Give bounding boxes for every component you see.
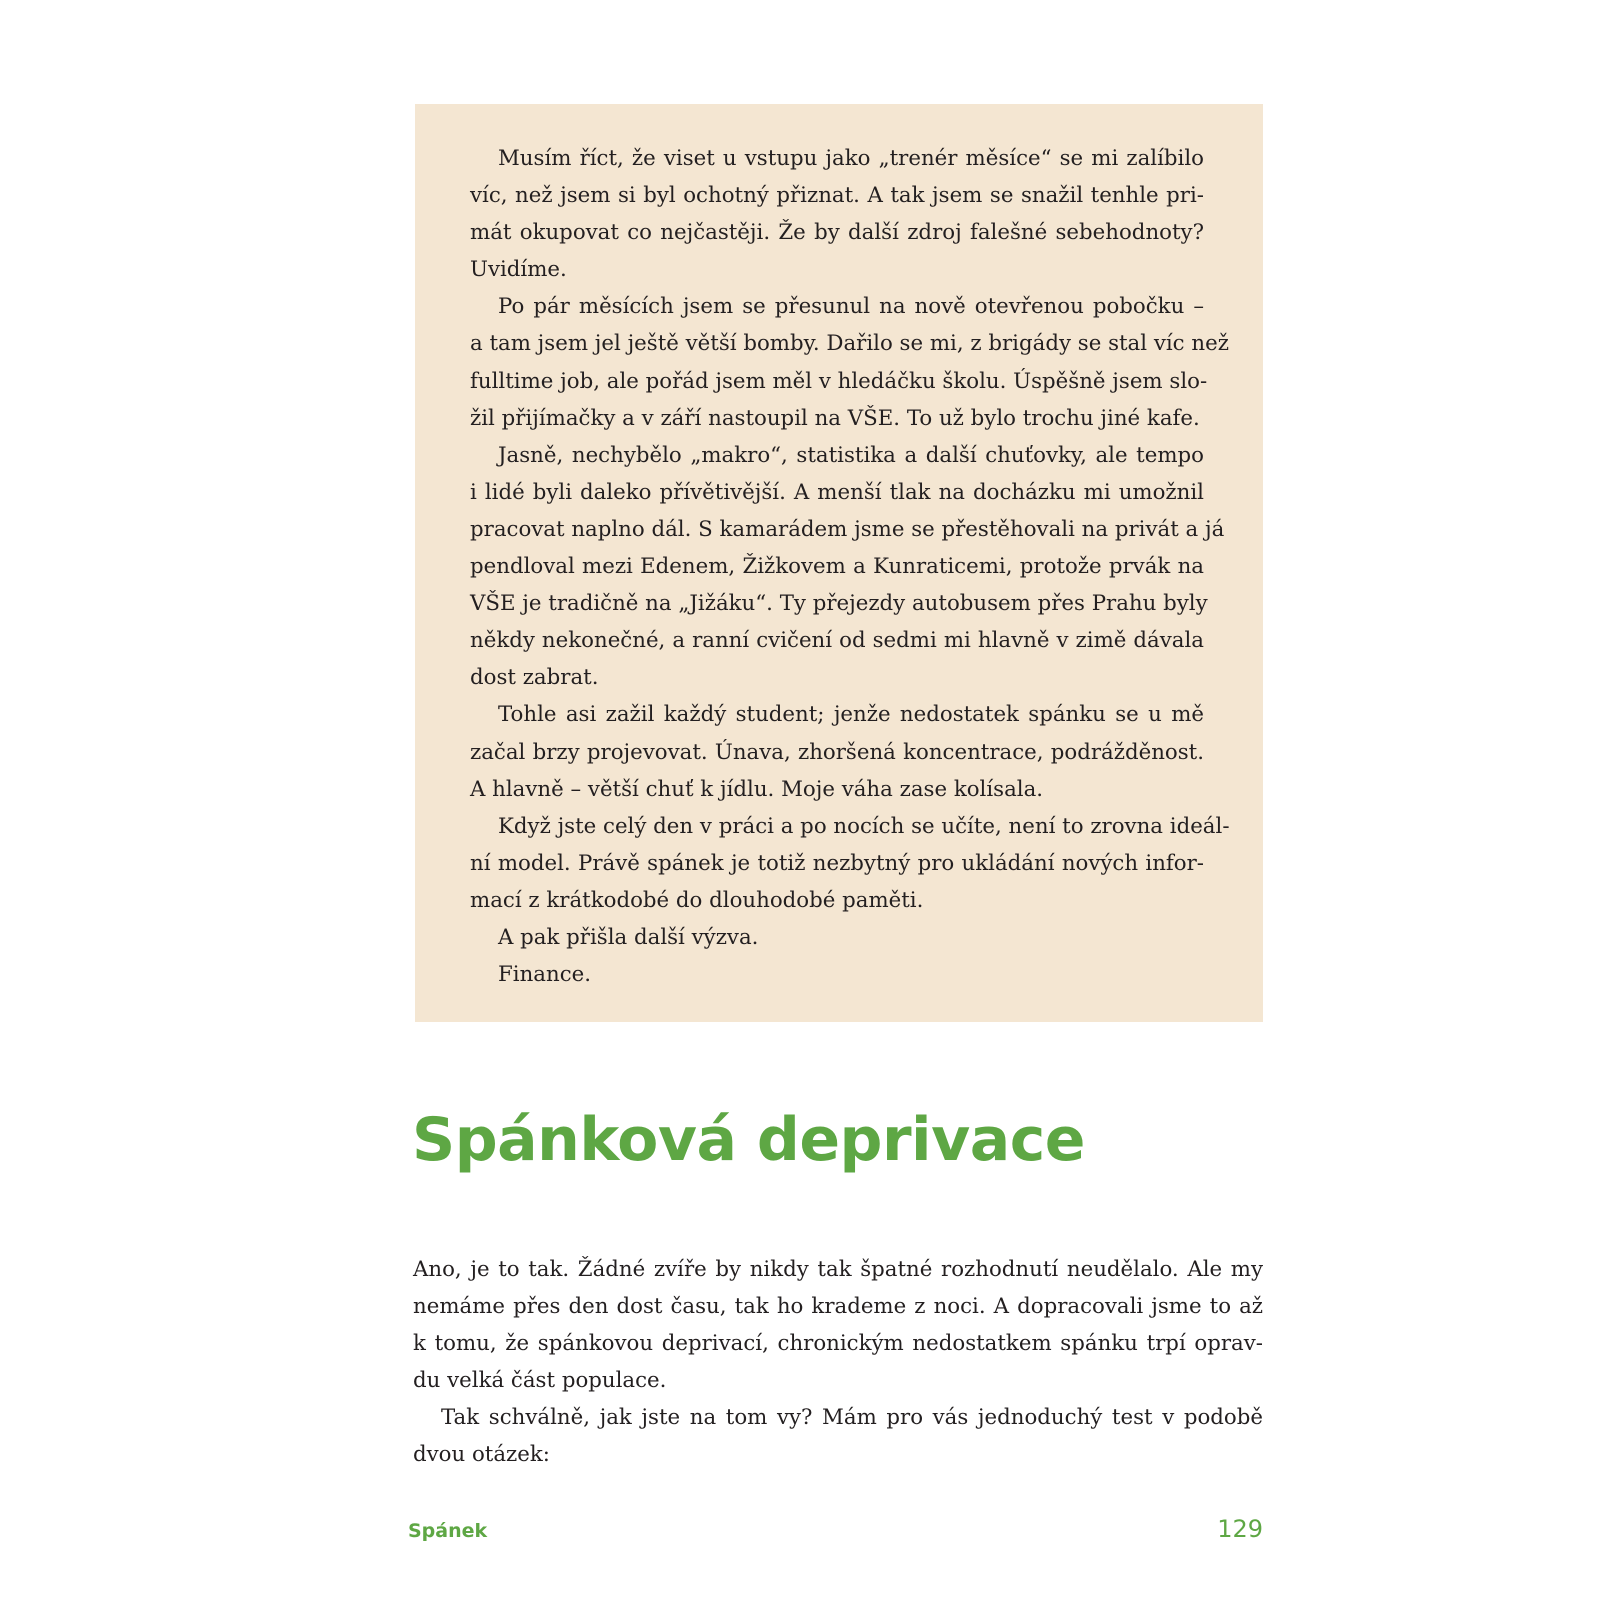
text-line: fulltime job, ale pořád jsem měl v hledáčku školu. Úspěšně jsem slo-: [470, 368, 1208, 394]
text-line: pendloval mezi Edenem, Žižkovem a Kunraticemi, protože prvák na: [470, 554, 1204, 580]
text-line: Uvidíme.: [470, 257, 567, 283]
boxed-story-text: [470, 140, 1230, 993]
text-line: A hlavně – větší chuť k jídlu. Moje váha zase kolísala.: [470, 776, 1044, 802]
section-heading: Spánková deprivace: [412, 1105, 1085, 1175]
text-line: a tam jsem jel ještě větší bomby. Dařilo se mi, z brigády se stal víc než: [470, 331, 1229, 357]
text-line: Jasně, nechybělo „makro“, statistika a další chuťovky, ale tempo: [498, 442, 1204, 468]
text-line: víc, než jsem si byl ochotný přiznat. A tak jsem se snažil tenhle pri-: [470, 183, 1204, 209]
text-line: dost zabrat.: [470, 665, 599, 691]
text-line: mát okupovat co nejčastěji. Že by další zdroj falešné sebehodnoty?: [470, 220, 1204, 246]
text-line: Po pár měsících jsem se přesunul na nově otevřenou pobočku –: [498, 294, 1204, 320]
text-line: A pak přišla další výzva.: [498, 924, 759, 950]
text-line: du velká část populace.: [413, 1368, 667, 1394]
text-line: někdy nekonečné, a ranní cvičení od sedmi mi hlavně v zimě dávala: [470, 628, 1204, 654]
text-line: ní model. Právě spánek je totiž nezbytný pro ukládání nových infor-: [470, 850, 1204, 876]
text-line: Musím říct, že viset u vstupu jako „trenér měsíce“ se mi zalíbilo: [498, 146, 1204, 171]
text-line: Když jste celý den v práci a po nocích se učíte, není to zrovna ideál-: [498, 813, 1230, 839]
text-line: dvou otázek:: [413, 1442, 550, 1468]
page-number: 129: [1217, 1515, 1263, 1543]
text-line: Tak schválně, jak jste na tom vy? Mám pro vás jednoduchý test v podobě: [441, 1405, 1263, 1431]
text-line: Finance.: [498, 962, 592, 988]
text-line: pracovat naplno dál. S kamarádem jsme se přestěhovali na privát a já: [470, 516, 1225, 542]
text-line: i lidé byli daleko přívětivější. A menší tlak na docházku mi umožnil: [470, 479, 1204, 505]
text-line: Tohle asi zažil každý student; jenže nedostatek spánku se u mě: [498, 702, 1204, 728]
body-text: [413, 1251, 1263, 1474]
text-line: k tomu, že spánkovou deprivací, chronickým nedostatkem spánku trpí oprav-: [413, 1331, 1263, 1357]
text-line: nemáme přes den dost času, tak ho krademe z noci. A dopracovali jsme to až: [413, 1294, 1263, 1320]
text-line: žil přijímačky a v září nastoupil na VŠE. To už bylo trochu jiné kafe.: [470, 405, 1200, 431]
footer-section-title: Spánek: [408, 1520, 488, 1542]
text-line: VŠE je tradičně na „Jižáku“. Ty přejezdy autobusem přes Prahu byly: [470, 591, 1208, 617]
text-line: začal brzy projevovat. Únava, zhoršená koncentrace, podrážděnost.: [470, 739, 1204, 765]
text-line: mací z krátkodobé do dlouhodobé paměti.: [470, 887, 924, 913]
text-line: Ano, je to tak. Žádné zvíře by nikdy tak špatné rozhodnutí neudělalo. Ale my: [413, 1257, 1263, 1282]
